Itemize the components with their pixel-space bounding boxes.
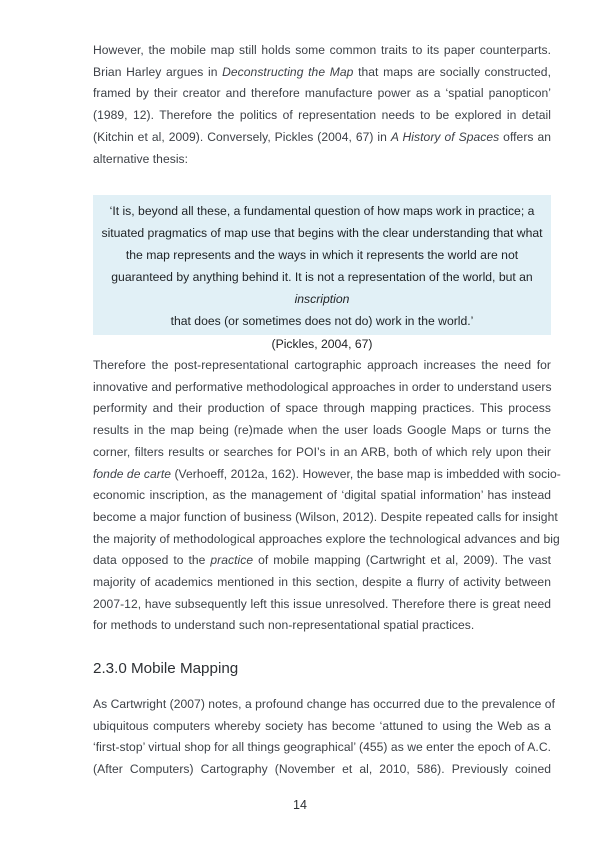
paragraph-line: performity and their production of space through mapping practices. This process xyxy=(93,401,551,416)
paragraph-line: (After Computers) Cartography (November et al, 2010, 586). Previously coined xyxy=(93,762,551,777)
paragraph-line: corner, filters results or searches for POI’s in an ARB, both of which rely upon their xyxy=(93,444,551,459)
paragraph-line: majority of academics mentioned in this section, despite a flurry of activity between xyxy=(93,575,551,590)
paragraph-line: Brian Harley argues in Deconstructing the Map that maps are socially constructed, xyxy=(93,64,551,79)
paragraph-line: data opposed to the practice of mobile mapping (Cartwright et al, 2009). The vast xyxy=(93,553,552,568)
block-quote xyxy=(93,195,551,351)
paragraph-line: ubiquitous computers whereby society has become ‘attuned to using the Web as a xyxy=(93,718,551,733)
paragraph-line: (1989, 12). Therefore the politics of representation needs to be explored in detail xyxy=(93,108,551,123)
quote-citation: (Pickles, 2004, 67) xyxy=(271,336,373,351)
paragraph-line: for methods to understand such non-representational spatial practices. xyxy=(93,618,475,633)
paragraph-line: (Kitchin et al, 2009). Conversely, Pickles (2004, 67) in A History of Spaces offers an xyxy=(93,129,552,144)
paragraph-line: results in the map being (re)made when the user loads Google Maps or turns the xyxy=(93,423,551,438)
paragraph-line: the majority of methodological approaches explore the technological advances and big xyxy=(93,531,560,546)
term-emphasis: practice xyxy=(210,553,254,568)
paragraph-line: become a major function of business (Wilson, 2012). Despite repeated calls for insight xyxy=(93,509,558,524)
section-heading: 2.3.0 Mobile Mapping xyxy=(93,660,239,677)
paragraph-line: As Cartwright (2007) notes, a profound change has occurred due to the prevalence of xyxy=(93,697,555,711)
paragraph-line: innovative and performative methodological approaches in order to understand users xyxy=(93,379,552,394)
paragraph-intro xyxy=(93,40,551,170)
quote-text: ‘It is, beyond all these, a fundamental question of how maps work in practice; a situated pragmatics of map use that begins with the clear understanding that what the map represents and the ways in which it represents the world are not guaranteed by anything behind it. It is not a representation of the world, but an inscription that does (or sometimes does not do) work in the world.’ xyxy=(101,204,543,329)
paragraph-line: alternative thesis: xyxy=(93,151,189,166)
paragraph-line: framed by their creator and therefore manufacture power as a ‘spatial panopticon’ xyxy=(93,86,551,101)
book-title: A History of Spaces xyxy=(390,129,500,144)
page-number: 14 xyxy=(293,798,307,812)
term-emphasis: fonde de carte xyxy=(93,466,172,481)
paragraph-line: However, the mobile map still holds some common traits to its paper counterparts. xyxy=(93,43,551,57)
paragraph-line: ‘first-stop’ virtual shop for all things geographical’ (455) as we enter the epoch of A.C. xyxy=(93,740,552,755)
quote-emphasis: inscription xyxy=(294,292,350,307)
paragraph-line: fonde de carte (Verhoeff, 2012a, 162). However, the base map is imbedded with socio- xyxy=(93,466,561,481)
paragraph-mobile-mapping xyxy=(93,694,555,781)
paragraph-line: 2007-12, have subsequently left this issue unresolved. Therefore there is great need xyxy=(93,596,551,611)
paragraph-post-representational xyxy=(93,355,561,637)
book-title: Deconstructing the Map xyxy=(222,64,354,79)
paragraph-line: Therefore the post-representational cartographic approach increases the need for xyxy=(93,358,551,372)
paragraph-line: economic inscription, as the management of ‘digital spatial information’ has instead xyxy=(93,488,551,503)
